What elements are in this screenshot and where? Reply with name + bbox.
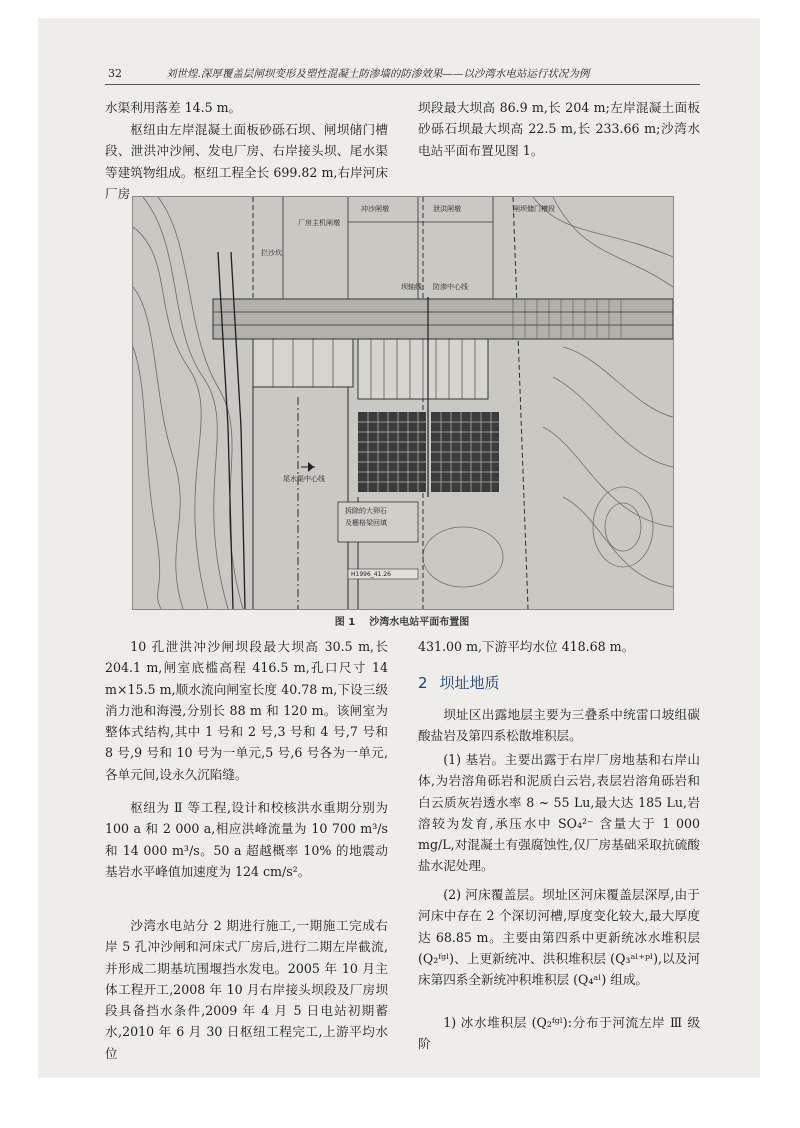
figure-label-removed-1: 拆除的大卵石 xyxy=(345,507,387,515)
paragraph: 水渠利用落差 14.5 m。 xyxy=(105,100,242,115)
paragraph: 1) 冰水堆积层 (Q₂ᶠᵍˡ):分布于河流左岸 Ⅲ 级阶 xyxy=(418,1015,700,1052)
running-title: 刘世煌.深厚覆盖层闸坝变形及塑性混凝土防渗墙的防渗效果——以沙湾水电站运行状况为例 xyxy=(166,68,590,80)
paragraph: 枢纽为 Ⅱ 等工程,设计和校核洪水重期分别为 100 a 和 2 000 a,相应洪峰流量为 10 700 m³/s 和 14 000 m³/s。50 a 超越概率 10% 的地震动基岩水平峰值加速度为 124 cm/s²。 xyxy=(105,800,388,879)
section-title: 坝址地质 xyxy=(439,674,500,692)
paragraph: (1) 基岩。主要出露于右岸厂房地基和右岸山体,为岩溶角砾岩和泥质白云岩,表层岩溶角砾岩和白云质灰岩透水率 8 ~ 55 Lu,最大达 185 Lu,岩溶较为发育,承压水中 SO₄²⁻ 含量大于 1 000 mg/L,对混凝土有强腐蚀性,仅厂房基础采取抗硫酸盐水泥处理。 xyxy=(418,752,700,874)
site-plan-figure xyxy=(132,196,674,610)
figure-caption-label: 图 1 xyxy=(334,617,356,628)
section-number: 2 xyxy=(418,674,428,692)
figure-scale-tag: H1996_41.26 xyxy=(351,571,391,578)
page-number: 32 xyxy=(108,67,122,80)
figure-label-flush-gate: 冲沙闸墩 xyxy=(361,205,389,213)
figure-caption-text: 沙湾水电站平面布置图 xyxy=(369,617,470,628)
figure-caption xyxy=(132,615,672,631)
figure-label-powerhouse-piers: 厂房主机闸墩 xyxy=(298,219,340,227)
paragraph: 431.00 m,下游平均水位 418.68 m。 xyxy=(418,639,635,654)
paragraph: 坝址区出露地层主要为三叠系中统雷口坡组碳酸盐岩及第四系松散堆积层。 xyxy=(418,707,700,744)
site-plan-drawing xyxy=(133,197,673,609)
paragraph: 坝段最大坝高 86.9 m,长 204 m;左岸混凝土面板砂砾石坝最大坝高 22.5 m,长 233.66 m;沙湾水电站平面布置见图 1。 xyxy=(418,100,700,158)
paragraph: 枢纽由左岸混凝土面板砂砾石坝、闸坝储门槽段、泄洪冲沙闸、发电厂房、右岸接头坝、尾水渠等建筑物组成。枢纽工程全长 699.82 m,右岸河床厂房 xyxy=(105,122,388,201)
figure-label-cofferdam: 拦沙坎 xyxy=(261,249,282,257)
running-header xyxy=(108,66,698,82)
figure-label-spillway: 泄洪闸墩 xyxy=(433,205,461,213)
paragraph: (2) 河床覆盖层。坝址区河床覆盖层深厚,由于河床中存在 2 个深切河槽,厚度变化较大,最大厚度达 68.85 m。主要由第四系中更新统冰水堆积层 (Q₂ᶠᵍˡ)、上更新统冲、洪积堆积层 (Q₃ᵃˡ⁺ᵖˡ),以及河床第四系全新统冲积堆积层 (Q₄ᵃˡ) 组成。 xyxy=(418,887,700,988)
figure-label-cutoff-line: 防渗中心线 xyxy=(433,283,468,291)
figure-label-dam-axis: 坝轴线 xyxy=(401,283,422,291)
figure-label-storage-gate: 闸坝储门槽段 xyxy=(513,205,555,213)
paragraph: 沙湾水电站分 2 期进行施工,一期施工完成右岸 5 孔冲沙闸和河床式厂房后,进行二期左岸截流,并形成二期基坑围堰挡水发电。2005 年 10 月主体工程开工,2008 年 10 月右岸接头坝段及厂房坝段具备挡水条件,2009 年 4 月 5 日电站初期蓄水,2010 年 6 月 30 日枢纽工程完工,上游平均水位 xyxy=(105,918,388,1061)
paragraph: 10 孔泄洪冲沙闸坝段最大坝高 30.5 m,长 204.1 m,闸室底槛高程 416.5 m,孔口尺寸 14 m×15.5 m,顺水流向闸室长度 40.78 m,下设三级消力池和海漫,分别长 88 m 和 120 m。该闸室为整体式结构,其中 1 号和 2 号,3 号和 4 号,7 号和 8 号,9 号和 10 号为一单元,5 号,6 号各为一单元,各单元间,设永久沉陷缝。 xyxy=(105,639,388,782)
figure-label-tailrace: 尾水渠中心线 xyxy=(283,475,325,483)
figure-label-removed-2: 及栅格梁回填 xyxy=(345,519,387,527)
section-heading xyxy=(418,671,700,695)
header-rule xyxy=(105,84,700,85)
